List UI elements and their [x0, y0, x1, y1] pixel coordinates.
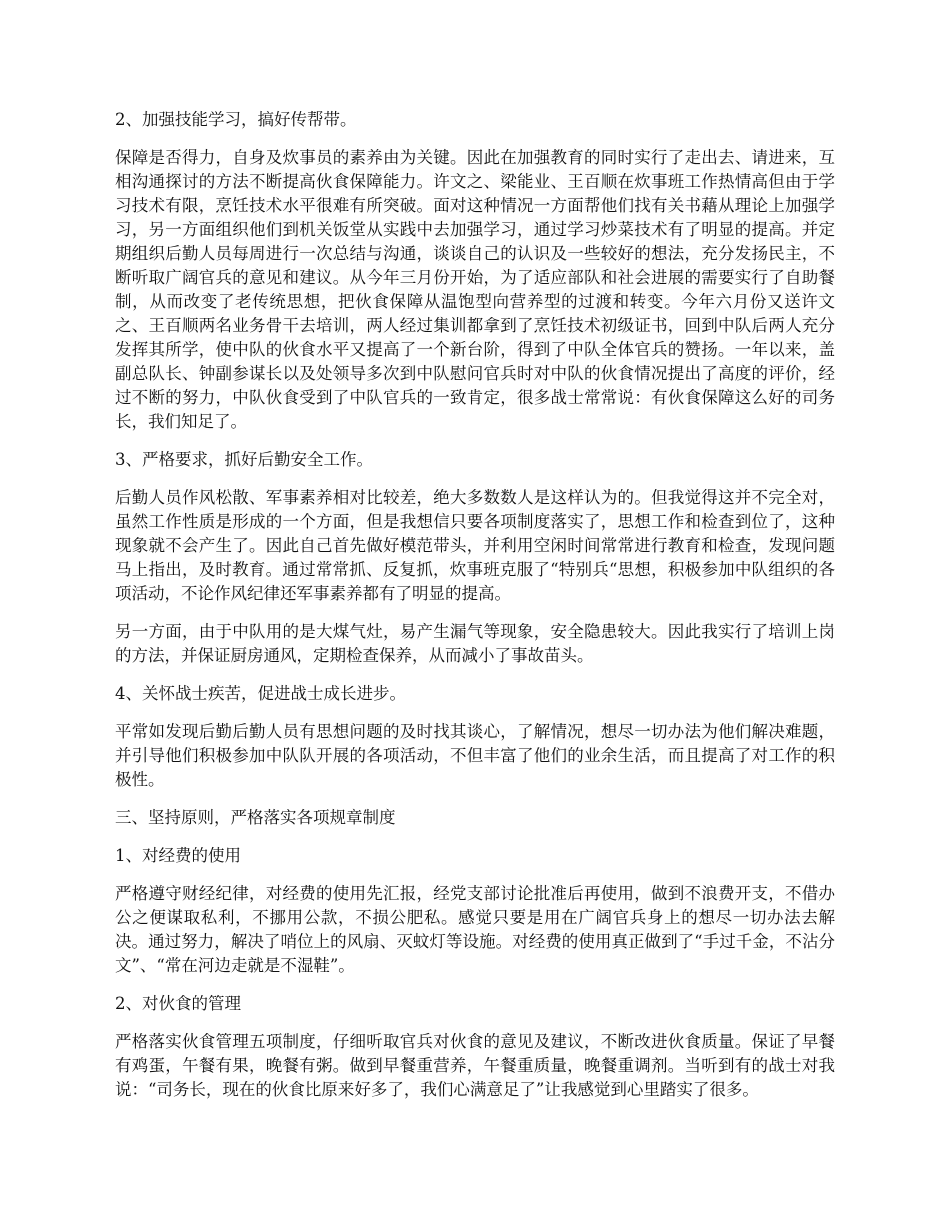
paragraph-safety-work: 后勤人员作风松散、军事素养相对比较差，绝大多数数人是这样认为的。但我觉得这并不完全对，虽然工作性质是形成的一个方面，但是我想信只要各项制度落实了，思想工作和检查到位了，这种现象就不会产生了。因此自己首先做好模范带头，并利用空闲时间常常进行教育和检查，发现问题马上指出，及时教育。通过常常抓、反复抓，炊事班克服了“特别兵“思想，积极参加中队组织的各项活动，不论作风纪律还军事素养都有了明显的提高。: [115, 488, 835, 603]
paragraph-skill-learning: 保障是否得力，自身及炊事员的素养由为关键。因此在加强教育的同时实行了走出去、请进来，互相沟通探讨的方法不断提高伙食保障能力。许文之、梁能业、王百顺在炊事班工作热情高但由于学习技术有限，烹饪技术水平很难有所突破。面对这种情况一方面帮他们找有关书藉从理论上加强学习，另一方面组织他们到机关饭堂从实践中去加强学习，通过学习炒菜技术有了明显的提高。并定期组织后勤人员每周进行一次总结与沟通，谈谈自己的认识及一些较好的想法，充分发扬民主，不断听取广阔官兵的意见和建议。从今年三月份开始，为了适应部队和社会进展的需要实行了自助餐制，从而改变了老传统思想，把伙食保障从温饱型向营养型的过渡和转变。今年六月份又送许文之、王百顺两名业务骨干去培训，两人经过集训都拿到了烹饪技术初级证书，回到中队后两人充分发挥其所学，使中队的伙食水平又提高了一个新台阶，得到了中队全体官兵的赞扬。一年以来，盖副总队长、钟副参谋长以及处领导多次到中队慰问官兵时对中队的伙食情况提出了高度的评价，经过不断的努力，中队伙食受到了中队官兵的一致肯定，很多战士常常说：有伙食保障这么好的司务长，我们知足了。: [115, 148, 835, 431]
section-heading-safety-work: 3、严格要求，抓好后勤安全工作。: [115, 450, 373, 469]
chapter-heading-principles: 三、坚持原则，严格落实各项规章制度: [115, 808, 396, 827]
section-heading-meals: 2、对伙食的管理: [115, 994, 241, 1013]
paragraph-meals: 严格落实伙食管理五项制度，仔细听取官兵对伙食的意见及建议，不断改进伙食质量。保证了早餐有鸡蛋，午餐有果，晚餐有粥。做到早餐重营养，午餐重质量，晚餐重调剂。当听到有的战士对我说：“司务长，现在的伙食比原来好多了，我们心满意足了”让我感觉到心里踏实了很多。: [115, 1032, 835, 1099]
paragraph-funds: 严格遵守财经纪律，对经费的使用先汇报，经党支部讨论批准后再使用，做到不浪费开支，不借办公之便谋取私利，不挪用公款，不损公肥私。感觉只要是用在广阔官兵身上的想尽一切办法去解决。通过努力，解决了哨位上的风扇、灭蚊灯等设施。对经费的使用真正做到了“手过千金，不沾分文”、“常在河边走就是不湿鞋”。: [115, 884, 835, 975]
paragraph-gas-stove: 另一方面，由于中队用的是大煤气灶，易产生漏气等现象，安全隐患较大。因此我实行了培训上岗的方法，并保证厨房通风，定期检查保养，从而减小了事故苗头。: [115, 622, 835, 665]
paragraph-soldier-care: 平常如发现后勤后勤人员有思想问题的及时找其谈心，了解情况，想尽一切办法为他们解决难题，并引导他们积极参加中队队开展的各项活动，不但丰富了他们的业余生活，而且提高了对工作的积极性。: [115, 722, 835, 789]
section-heading-funds: 1、对经费的使用: [115, 846, 241, 865]
section-heading-skill-learning: 2、加强技能学习，搞好传帮带。: [115, 110, 357, 129]
section-heading-soldier-care: 4、关怀战士疾苦，促进战士成长进步。: [115, 684, 406, 703]
